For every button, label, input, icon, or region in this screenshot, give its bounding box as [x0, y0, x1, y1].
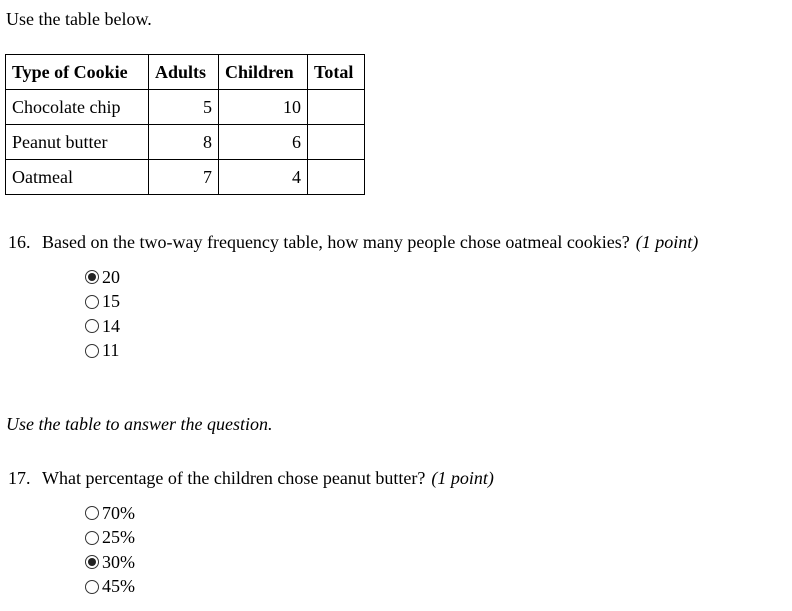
option-label: 70%	[102, 502, 135, 523]
header-type-of-cookie: Type of Cookie	[6, 55, 149, 90]
table-row	[6, 90, 365, 125]
cell-adults: 5	[149, 90, 219, 125]
radio-icon[interactable]	[85, 531, 99, 545]
radio-icon[interactable]	[85, 344, 99, 358]
cell-children: 10	[219, 90, 308, 125]
q16-option-14[interactable]	[85, 314, 120, 339]
question-text: What percentage of the children chose peanut butter?	[42, 468, 426, 488]
cell-adults: 8	[149, 125, 219, 160]
cell-total	[308, 125, 365, 160]
q17-option-70[interactable]	[85, 501, 135, 526]
header-total: Total	[308, 55, 365, 90]
cell-total	[308, 90, 365, 125]
cookie-frequency-table	[5, 54, 365, 195]
cell-children: 6	[219, 125, 308, 160]
option-label: 20	[102, 266, 120, 287]
radio-icon[interactable]	[85, 580, 99, 594]
question-points: (1 point)	[635, 232, 699, 252]
question-number: 17.	[8, 468, 31, 488]
q17-option-45[interactable]	[85, 575, 135, 600]
q17-option-25[interactable]	[85, 526, 135, 551]
option-label: 11	[102, 340, 120, 361]
option-label: 30%	[102, 551, 135, 572]
question-points: (1 point)	[431, 468, 494, 488]
question-text: Based on the two-way frequency table, how many people chose oatmeal cookies?	[42, 232, 630, 252]
cell-type: Chocolate chip	[6, 90, 149, 125]
q16-options	[85, 265, 120, 363]
table-header-row	[6, 55, 365, 90]
radio-selected-icon[interactable]	[85, 270, 99, 284]
cell-total	[308, 160, 365, 195]
cell-children: 4	[219, 160, 308, 195]
q16-option-11[interactable]	[85, 339, 120, 364]
q17-option-30[interactable]	[85, 550, 135, 575]
instruction-text: Use the table to answer the question.	[6, 414, 273, 434]
cell-type: Oatmeal	[6, 160, 149, 195]
radio-icon[interactable]	[85, 506, 99, 520]
radio-icon[interactable]	[85, 295, 99, 309]
question-number: 16.	[8, 232, 31, 252]
q17-options	[85, 501, 135, 599]
radio-selected-icon[interactable]	[85, 555, 99, 569]
table-row	[6, 125, 365, 160]
q16-option-20[interactable]	[85, 265, 120, 290]
question-16	[8, 231, 698, 253]
intro-text: Use the table below.	[6, 9, 152, 29]
table-row	[6, 160, 365, 195]
cell-type: Peanut butter	[6, 125, 149, 160]
header-adults: Adults	[149, 55, 219, 90]
radio-icon[interactable]	[85, 319, 99, 333]
cell-adults: 7	[149, 160, 219, 195]
option-label: 14	[102, 315, 120, 336]
option-label: 45%	[102, 576, 135, 597]
q16-option-15[interactable]	[85, 290, 120, 315]
question-17	[8, 467, 494, 489]
option-label: 15	[102, 291, 120, 312]
header-children: Children	[219, 55, 308, 90]
option-label: 25%	[102, 527, 135, 548]
